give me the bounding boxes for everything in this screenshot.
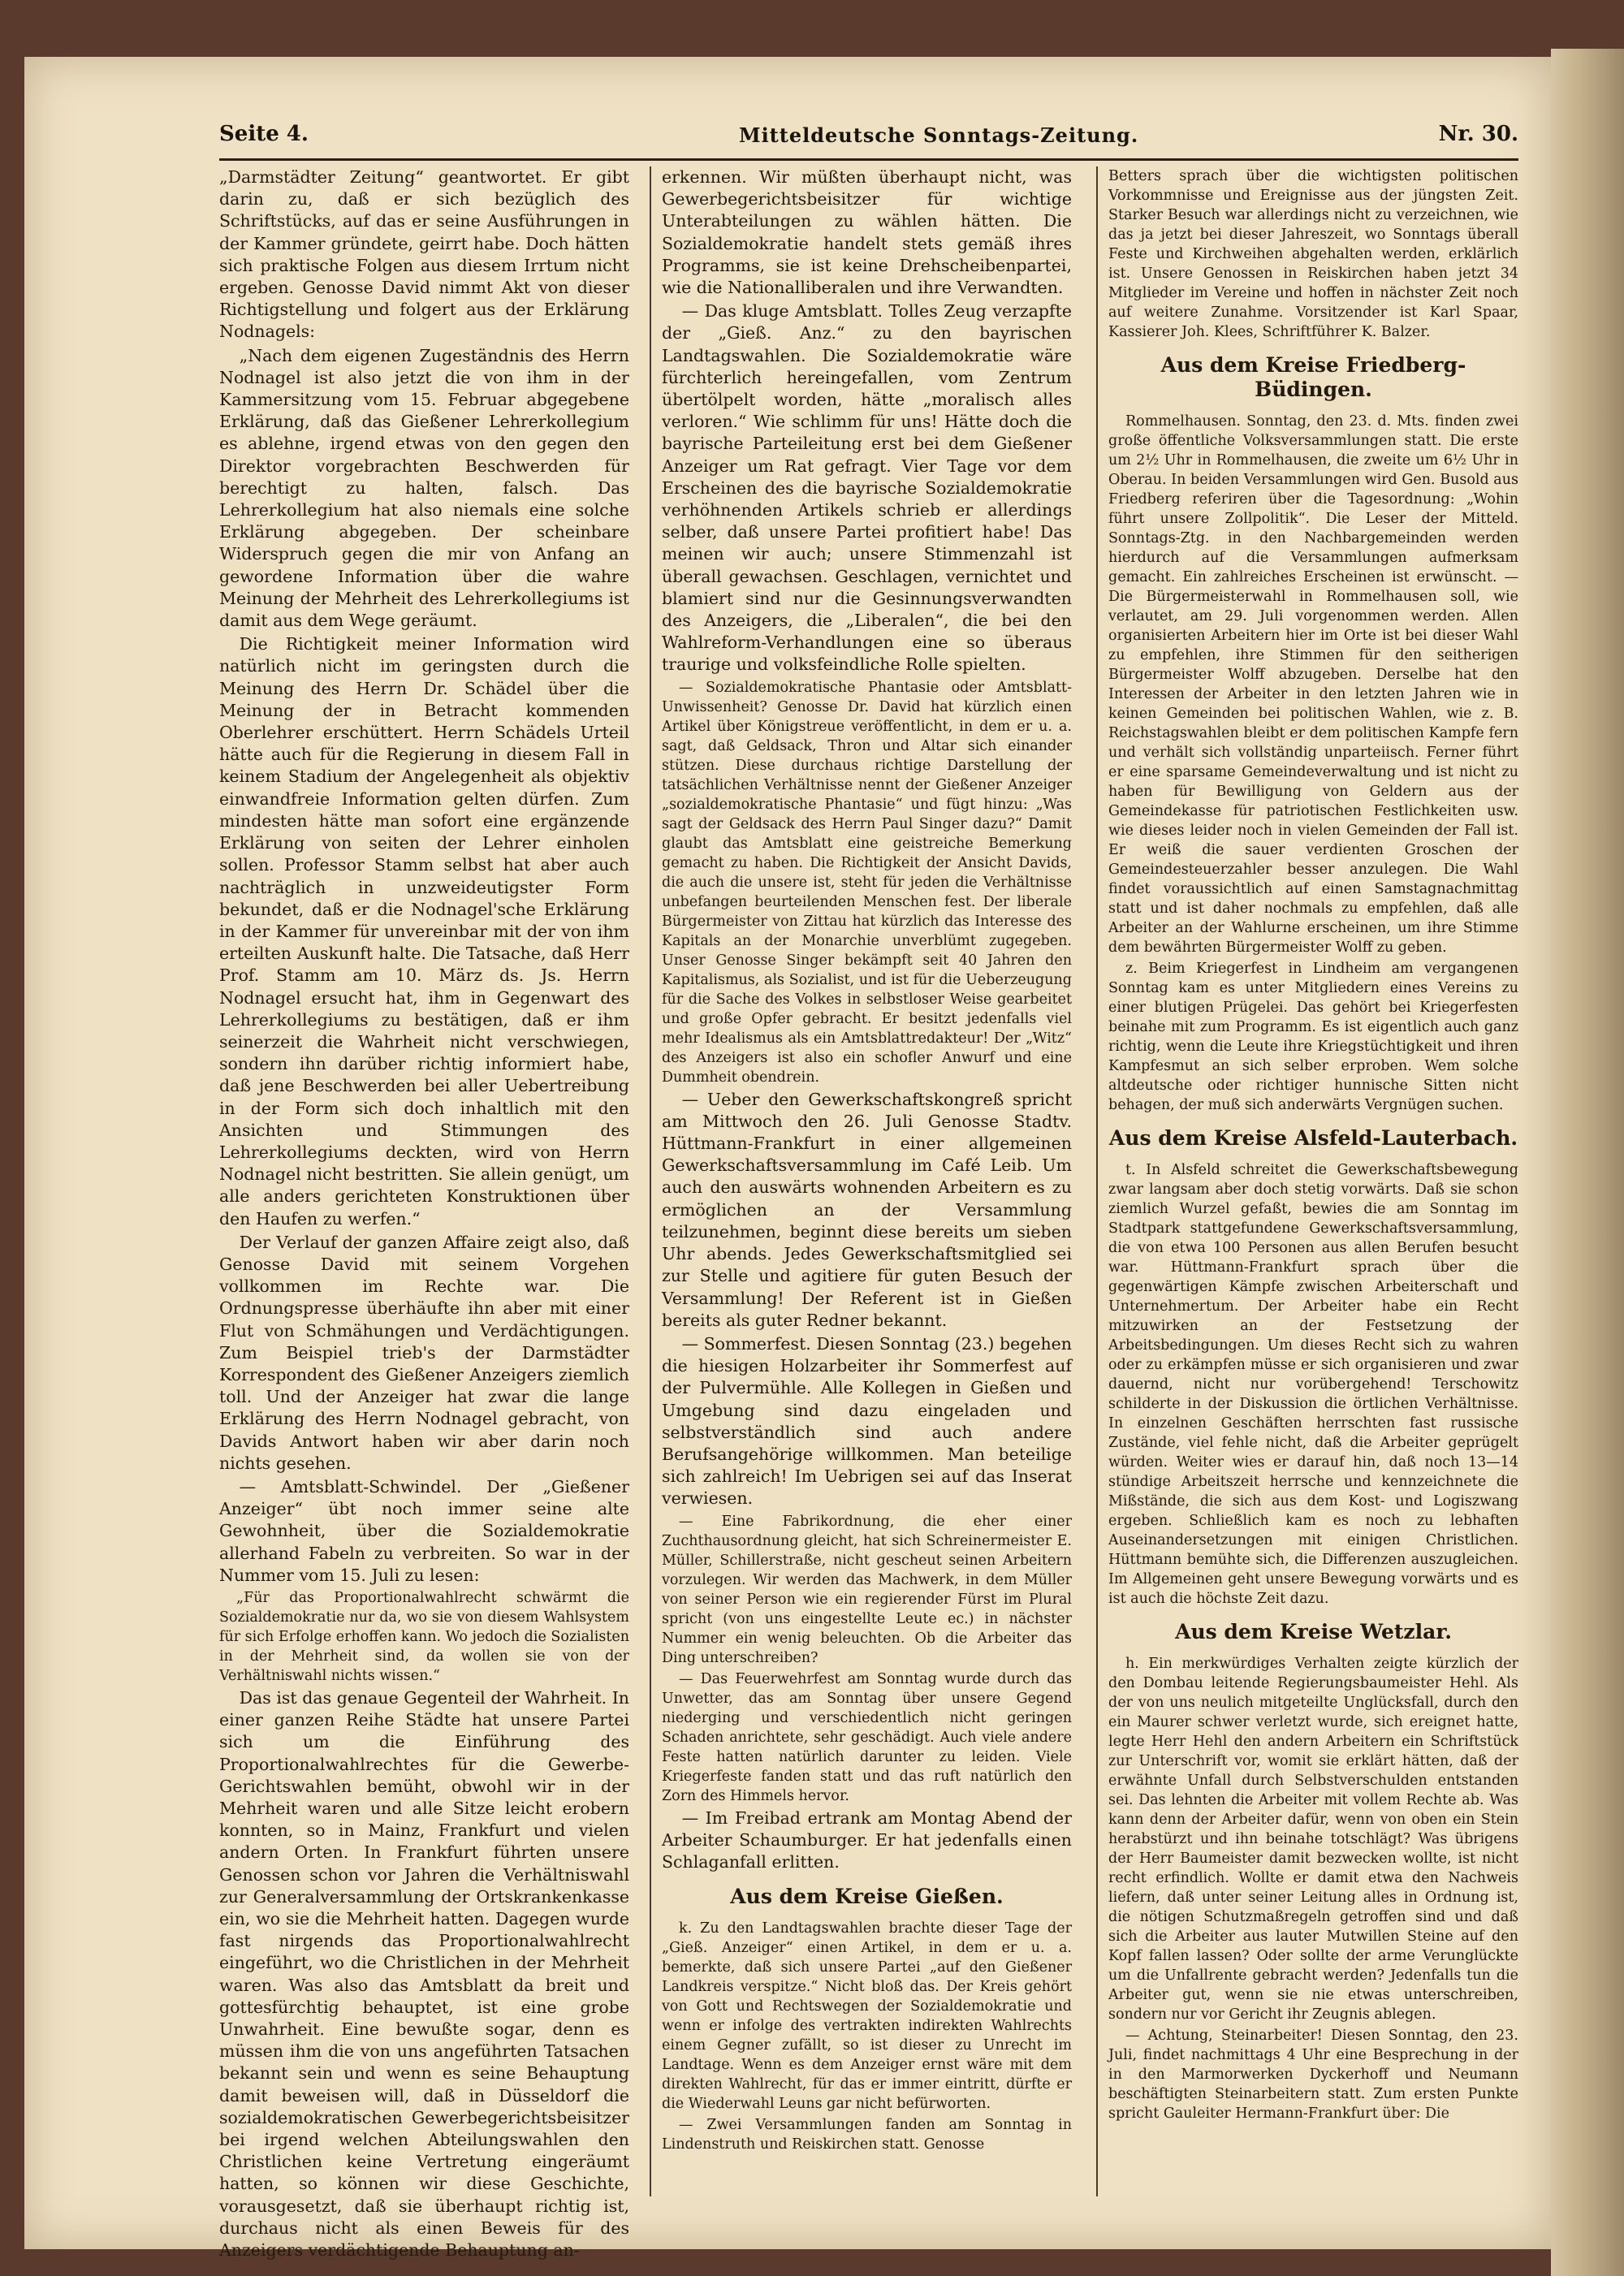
paragraph: — Ueber den Gewerkschaftskongreß spricht am Mittwoch den 26. Juli Genosse Stadtv. Hüttmann-Frankfurt in einer allgemeinen Gewerkschaftsversammlung im Café Leib. Um auch den auswärts wohnenden Arbeitern es zu ermöglichen an der Versammlung teilzunehmen, beginnt diese bereits um sieben Uhr abends. Jedes Gewerkschaftsmitglied sei zur Stelle und agitiere für guten Besuch der Versammlung! Der Referent ist in Gießen bereits als guter Redner bekannt.	[662, 1089, 1072, 1330]
paragraph: — Zwei Versammlungen fanden am Sonntag in Lindenstruth und Reiskirchen statt. Genosse	[662, 2117, 1072, 2153]
paragraph: — Das kluge Amtsblatt. Tolles Zeug verzapfte der „Gieß. Anz.“ zu den bayrischen Landtagswahlen. Die Sozialdemokratie wäre fürchterlich hereingefallen, vom Zentrum übertölpelt worden, hätte „moralisch alles verloren.“ Wie schlimm für uns! Hätte doch die bayrische Parteileitung erst bei dem Gießener Anzeiger um Rat gefragt. Vier Tage vor dem Erscheinen des die bayrische Sozialdemokratie verhöhnenden Artikels schrieb er allerdings selber, daß unsere Partei profitiert habe! Das meinen wir auch; unsere Stimmenzahl ist überall gewachsen. Geschlagen, vernichtet und blamiert sind nur die Gesinnungsverwandten des Anzeigers, die „Liberalen“, die bei den Wahlreform-Verhandlungen eine so überaus traurige und volksfeindliche Rolle spielten.	[662, 301, 1072, 675]
paragraph: — Sommerfest. Diesen Sonntag (23.) begehen die hiesigen Holzarbeiter ihr Sommerfest auf der Pulvermühle. Alle Kollegen in Gießen und Umgebung sind dazu eingeladen und selbstverständlich sind auch andere Berufsangehörige willkommen. Man beteilige sich zahlreich! Im Uebrigen sei auf das Inserat verwiesen.	[662, 1333, 1072, 1509]
column-1	[219, 166, 629, 2261]
section-heading: Aus dem Kreise Alsfeld-Lauterbach.	[1108, 1126, 1518, 1150]
paragraph: „Darmstädter Zeitung“ geantwortet. Er gibt darin zu, daß er sich bezüglich des Schriftstücks, auf das er seine Ausführungen in der Kammer gründete, geirrt habe. Doch hätten sich praktische Folgen aus diesem Irrtum nicht ergeben. Genosse David nimmt Akt von dieser Richtigstellung und folgert aus der Erklärung Nodnagels:	[219, 167, 629, 342]
paragraph: — Amtsblatt-Schwindel. Der „Gießener Anzeiger“ übt noch immer seine alte Gewohnheit, über die Sozialdemokratie allerhand Fabeln zu verbreiten. So war in der Nummer vom 15. Juli zu lesen:	[219, 1476, 629, 1585]
page-header	[219, 122, 1518, 154]
paragraph: — Sozialdemokratische Phantasie oder Amtsblatt-Unwissenheit? Genosse Dr. David hat kürzlich einen Artikel über Königstreue veröffentlicht, in dem er u. a. sagt, daß Geldsack, Thron und Altar sich einander stützen. Diese durchaus richtige Darstellung der tatsächlichen Verhältnisse nennt der Gießener Anzeiger „sozialdemokratische Phantasie“ und fügt hinzu: „Was sagt der Geldsack des Herrn Paul Singer dazu?“ Damit glaubt das Amtsblatt eine geistreiche Bemerkung gemacht zu haben. Die Richtigkeit der Ansicht Davids, die auch die unsere ist, steht für jeden die Verhältnisse unbefangen beurteilenden Menschen fest. Der liberale Bürgermeister von Zittau hat kürzlich das Interesse des Kapitals an der Monarchie unverblümt zugegeben. Unser Genosse Singer bekämpft seit 40 Jahren den Kapitalismus, als Sozialist, und ist für die Ueberzeugung für die Sache des Volkes in selbstloser Weise gearbeitet und große Opfer gebracht. Er besitzt jedenfalls viel mehr Idealismus als ein Amtsblattredakteur! Der „Witz“ des Anzeigers ist also ein schofler Anwurf und eine Dummheit obendrein.	[662, 679, 1072, 1086]
section-heading: Aus dem Kreise Friedberg-Büdingen.	[1160, 353, 1466, 401]
paragraph: Die Richtigkeit meiner Information wird natürlich nicht im geringsten durch die Meinung des Herrn Dr. Schädel über die Meinung der in Betracht kommenden Oberlehrer erschüttert. Herrn Schädels Urteil hätte auch für die Regierung in diesem Fall in keinem Stadium der Angelegenheit als objektiv einwandfreie Information gelten dürfen. Zum mindesten hätte man sofort eine ergänzende Erklärung von seiten der Lehrer einholen sollen. Professor Stamm selbst hat aber auch nachträglich in unzweideutigster Form bekundet, daß er die Nodnagel'sche Erklärung in der Kammer für unvereinbar mit der von ihm erteilten Auskunft halte. Die Tatsache, daß Herr Prof. Stamm am 10. März ds. Js. Herrn Nodnagel ersucht hat, ihm in Gegenwart des Lehrerkollegiums zu bestätigen, daß er ihm seinerzeit die Wahrheit nicht verschwiegen, sondern ihn darüber richtig informiert habe, daß jene Beschwerden bei aller Uebertreibung in der Form sich doch inhaltlich mit den Ansichten und Stimmungen des Lehrerkollegiums deckten, wird von Herrn Nodnagel nicht bestritten. Sie allein genügt, um alle anders gerichteten Konstruktionen über den Haufen zu werfen.“	[219, 634, 629, 1229]
paragraph: Betters sprach über die wichtigsten politischen Vorkommnisse und Ereignisse aus der jüngsten Zeit. Starker Besuch war allerdings nicht zu verzeichnen, wie das ja jetzt bei dieser Jahreszeit, wo Sonntags überall Feste und Kirchweihen abgehalten werden, erklärlich ist. Unsere Genossen in Reiskirchen haben jetzt 34 Mitglieder im Vereine und hoffen in nächster Zeit noch auf weitere Zunahme. Vorsitzender ist Karl Spaar, Kassierer Joh. Klees, Schriftführer K. Balzer.	[1108, 168, 1518, 340]
column-2	[662, 166, 1072, 2233]
quote: „Für das Proportionalwahlrecht schwärmt die Sozialdemokratie nur da, wo sie von diesem Wahlsystem für sich Erfolge erhoffen kann. Wo jedoch die Sozialisten in der Mehrheit sind, da wollen sie von der Verhältniswahl nichts wissen.“	[219, 1590, 629, 1684]
column-separator	[650, 166, 651, 2196]
column-3	[1108, 166, 1518, 2233]
paragraph: — Eine Fabrikordnung, die eher einer Zuchthausordnung gleicht, hat sich Schreinermeister E. Müller, Schillerstraße, nicht gescheut seinen Arbeitern vorzulegen. Wir werden das Machwerk, in dem Müller von seiner Person wie ein regierender Fürst im Plural spricht (von uns eingestellte Leute ec.) in nächster Nummer ein wenig beleuchten. Ob die Arbeiter das Ding unterschreiben?	[662, 1513, 1072, 1666]
paragraph: — Das Feuerwehrfest am Sonntag wurde durch das Unwetter, das am Sonntag über unsere Gegend niederging und verschiedentlich nicht geringen Schaden anrichtete, sehr geschädigt. Auch viele andere Feste hatten natürlich darunter zu leiden. Viele Kriegerfeste fanden statt und das ruft natürlich den Zorn des Himmels hervor.	[662, 1670, 1072, 1804]
paragraph: — Im Freibad ertrank am Montag Abend der Arbeiter Schaumburger. Er hat jedenfalls einen Schlaganfall erlitten.	[662, 1807, 1072, 1872]
section-heading: Aus dem Kreise Wetzlar.	[1175, 1620, 1452, 1643]
section-heading: Aus dem Kreise Gießen.	[730, 1885, 1004, 1909]
page-number: Seite 4.	[219, 122, 309, 146]
column-separator	[1096, 166, 1098, 2196]
paragraph: „Nach dem eigenen Zugeständnis des Herrn Nodnagel ist also jetzt die von ihm in der Kammersitzung vom 15. Februar abgegebene Erklärung, daß das Gießener Lehrerkollegium es ablehne, irgend etwas von den gegen den Direktor vorgebrachten Beschwerden für berechtigt zu halten, falsch. Das Lehrerkollegium hat also niemals eine solche Erklärung abgegeben. Der scheinbare Widerspruch gegen die mir von Anfang an gewordene Information über die wahre Meinung der Mehrheit des Lehrerkollegiums ist damit aus dem Wege geräumt.	[219, 345, 629, 631]
paragraph: z. Beim Kriegerfest in Lindheim am vergangenen Sonntag kam es unter Mitgliedern eines Vereins zu einer blutigen Prügelei. Das gehört bei Kriegerfesten beinahe mit zum Programm. Es ist eigentlich auch ganz richtig, wenn die Leute ihre Kriegstüchtigkeit und ihren Kampfesmut an sich selber erproben. Wem solche altdeutsche oder richtiger hunnische Sitten nicht behagen, der muß sich anderwärts Vergnügen suchen.	[1108, 961, 1518, 1113]
paragraph: Der Verlauf der ganzen Affaire zeigt also, daß Genosse David mit seinem Vorgehen vollkommen im Rechte war. Die Ordnungspresse überhäufte ihn aber mit einer Flut von Schmähungen und Verdächtigungen. Zum Beispiel trieb's der Darmstädter Korrespondent des Gießener Anzeigers ziemlich toll. Und der Anzeiger hat zwar die lange Erklärung des Herrn Nodnagel gebracht, von Davids Antwort haben wir aber darin noch nichts gesehen.	[219, 1232, 629, 1473]
paragraph: — Achtung, Steinarbeiter! Diesen Sonntag, den 23. Juli, findet nachmittags 4 Uhr eine Besprechung in der in den Marmorwerken Dyckerhoff und Neumann beschäftigten Steinarbeitern statt. Zum ersten Punkte spricht Gauleiter Hermann-Frankfurt über: Die	[1108, 2028, 1518, 2122]
paragraph: Rommelhausen. Sonntag, den 23. d. Mts. finden zwei große öffentliche Volksversammlungen statt. Die erste um 2½ Uhr in Rommelhausen, die zweite um 6½ Uhr in Oberau. In beiden Versammlungen wird Gen. Busold aus Friedberg referiren über die Tagesordnung: „Wohin führt unsere Zollpolitik“. Die Leser der Mitteld. Sonntags-Ztg. in den Nachbargemeinden werden hierdurch auf die Versammlungen aufmerksam gemacht. Ein zahlreiches Erscheinen ist erwünscht. — Die Bürgermeisterwahl in Rommelhausen soll, wie verlautet, am 29. Juli vorgenommen werden. Allen organisierten Arbeitern hier im Orte ist bei dieser Wahl zu empfehlen, ihre Stimmen für den seitherigen Bürgermeister Wolff abzugeben. Derselbe hat den Interessen der Arbeiter in den letzten Jahren wie in keinen Gemeinden bei politischen Wahlen, wie z. B. Reichstagswahlen bleibt er dem politischen Kampfe fern und verhält sich vollständig unparteiisch. Ferner führt er eine sparsame Gemeindeverwaltung und ist nicht zu haben für Bewilligung von Geldern aus der Gemeindekasse für patriotischen Festlichkeiten usw. wie dieses leider noch in vielen Gemeinden der Fall ist. Er weiß die sauer verdienten Groschen der Gemeindesteuerzahler besser anzulegen. Die Wahl findet voraussichtlich auf einen Samstagnachmittag statt und ist daher nochmals zu empfehlen, daß alle Arbeiter an der Wahlurne erscheinen, um ihre Stimme dem bewährten Bürgermeister Wolff zu geben.	[1108, 413, 1518, 956]
newspaper-title: Mitteldeutsche Sonntags-Zeitung.	[739, 123, 1139, 147]
paragraph: erkennen. Wir müßten überhaupt nicht, was Gewerbegerichtsbeisitzer für wichtige Unterabteilungen zu wählen hätten. Die Sozialdemokratie handelt stets gemäß ihres Programms, sie ist keine Drehscheibenpartei, wie die Nationalliberalen und ihre Verwandten.	[662, 167, 1072, 298]
paragraph: t. In Alsfeld schreitet die Gewerkschaftsbewegung zwar langsam aber doch stetig vorwärts. Daß sie schon ziemlich Wurzel gefaßt, bewies die am Sonntag im Stadtpark stattgefundene Gewerkschaftsversammlung, die von etwa 100 Personen aus allen Berufen besucht war. Hüttmann-Frankfurt sprach über die gegenwärtigen Kämpfe zwischen Arbeiterschaft und Unternehmertum. Der Arbeiter habe ein Recht mitzuwirken an der Festsetzung der Arbeitsbedingungen. Um dieses Recht sich zu wahren oder zu erkämpfen müsse er sich organisieren und zwar dauernd, nicht nur vorübergehend! Terschowitz schilderte in der Diskussion die örtlichen Verhältnisse. In einzelnen Geschäften herrschten fast russische Zustände, viel fehle nicht, daß die Arbeiter geprügelt würden. Weiter wies er darauf hin, daß noch 13—14 stündige Arbeitszeit herrsche und kennzeichnete die Mißstände, die sich aus dem Kost- und Logiszwang ergeben. Schließlich kam es noch zu lebhaften Auseinandersetzungen mit einigen Christlichen. Hüttmann bemühte sich, die Differenzen auszugleichen. Im Allgemeinen geht unsere Bewegung vorwärts und es ist auch die höchste Zeit dazu.	[1108, 1162, 1518, 1607]
paragraph: k. Zu den Landtagswahlen brachte dieser Tage der „Gieß. Anzeiger“ einen Artikel, in dem er u. a. bemerkte, daß sich unsere Partei „auf den Gießener Landkreis verspitze.“ Nicht bloß das. Der Kreis gehört von Gott und Rechtswegen der Sozialdemokratie und wenn er infolge des vertrakten indirekten Wahlrechts einem Gegner zufällt, so ist dieser zu Unrecht im Landtage. Wenn es dem Anzeiger ernst wäre mit dem direkten Wahlrecht, für das er immer eintritt, dürfte er die Wiederwahl Leuns gar nicht befürworten.	[662, 1920, 1072, 2113]
issue-number: Nr. 30.	[1438, 122, 1518, 146]
paragraph: h. Ein merkwürdiges Verhalten zeigte kürzlich der den Dombau leitende Regierungsbaumeister Hehl. Als der von uns neulich mitgeteilte Unglücksfall, durch den ein Maurer schwer verletzt wurde, sich ereignet hatte, legte Herr Hehl den andern Arbeitern ein Schriftstück zur Unterschrift vor, womit sie erklärt hätten, daß der erwähnte Unfall durch Selbstverschulden entstanden sei. Das lehnten die Arbeiter mit vollem Rechte ab. Was kann denn der Arbeiter dafür, wenn von oben ein Stein herabstürzt und ihn beinahe totschlägt? Was übrigens der Herr Baumeister damit bezwecken wollte, ist nicht recht erfindlich. Wollte er damit etwa den Nachweis liefern, daß unter seiner Leitung alles in Ordnung ist, die nötigen Schutzmaßregeln getroffen sind und daß sich die Arbeiter aus lauter Mutwillen Steine auf den Kopf fallen lassen? Oder sollte der arme Verunglückte um die Unfallrente gebracht werden? Jedenfalls tun die Arbeiter gut, wenn sie nie etwas unterschreiben, sondern nur vor Gericht ihr Zeugnis ablegen.	[1108, 1656, 1518, 2023]
page-edge	[1551, 49, 1624, 2276]
header-rule	[219, 158, 1518, 161]
paragraph: Das ist das genaue Gegenteil der Wahrheit. In einer ganzen Reihe Städte hat unsere Partei sich um die Einführung des Proportionalwahlrechtes für die Gewerbe-Gerichtswahlen bemüht, obwohl wir in der Mehrheit waren und alle Sitze leicht erobern konnten, so in Mainz, Frankfurt und vielen andern Orten. In Frankfurt führten unsere Genossen schon vor Jahren die Verhältniswahl zur Generalversammlung der Ortskrankenkasse ein, wo sie die Mehrheit hatten. Dagegen wurde fast nirgends das Proportionalwahlrecht eingeführt, wo die Christlichen in der Mehrheit waren. Was also das Amtsblatt da breit und gottesfürchtig behauptet, ist eine grobe Unwahrheit. Eine bewußte sogar, denn es müssen ihm die von uns angeführten Tatsachen bekannt sein und wenn es seine Behauptung damit beweisen will, daß in Düsseldorf die sozialdemokratischen Gewerbegerichtsbeisitzer bei irgend welchen Abteilungswahlen den Christlichen keine Vertretung eingeräumt hatten, so können wir diese Geschichte, vorausgesetzt, daß sie überhaupt richtig ist, durchaus nicht als einen Beweis für des Anzeigers verdächtigende Behauptung an-	[219, 1688, 629, 2261]
